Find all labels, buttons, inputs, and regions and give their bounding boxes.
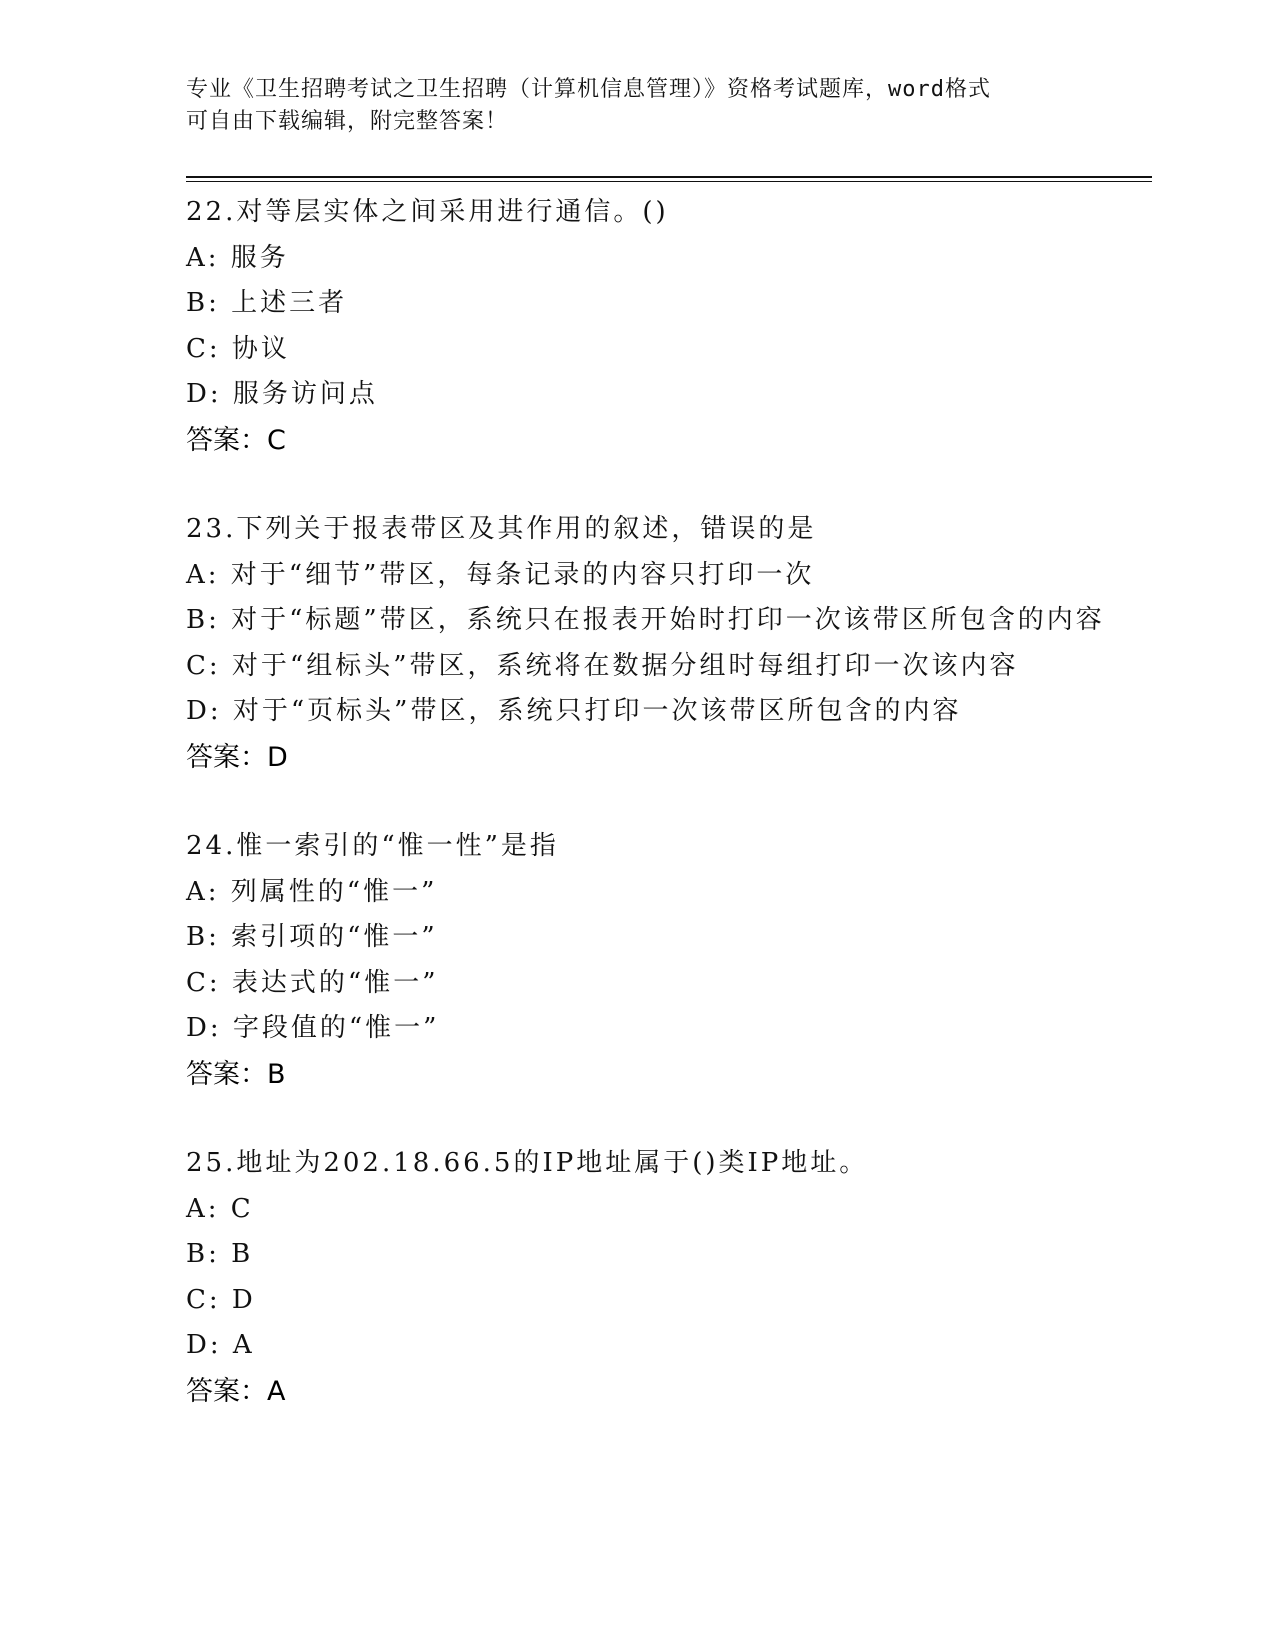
question-23 [186,507,1146,780]
option-c: C: 协议 [186,333,290,364]
header-line-2: 可自由下载编辑，附完整答案！ [186,109,509,134]
option-a: A: 服务 [186,242,289,273]
option-a: A: C [186,1193,254,1224]
answer-line: 答案：A [186,1375,286,1407]
question-24 [186,824,1146,1097]
question-stem: 23.下列关于报表带区及其作用的叙述，错误的是 [186,514,817,544]
option-c: C: 对于“组标头”带区，系统将在数据分组时每组打印一次该内容 [186,650,1019,681]
document-header [186,74,1066,138]
header-divider-thin [186,181,1152,182]
answer-line: 答案：D [186,741,288,773]
option-d: D: A [186,1330,255,1360]
answer-line: 答案：B [186,1058,286,1090]
option-d: D: 对于“页标头”带区，系统只打印一次该带区所包含的内容 [186,696,962,726]
question-stem: 22.对等层实体之间采用进行通信。() [186,197,669,227]
header-line-1: 专业《卫生招聘考试之卫生招聘（计算机信息管理）》资格考试题库，word格式 [186,77,991,102]
option-b: B: 索引项的“惟一” [186,922,438,952]
option-b: B: 对于“标题”带区，系统只在报表开始时打印一次该带区所包含的内容 [186,605,1105,635]
question-22 [186,190,1146,463]
option-d: D: 服务访问点 [186,379,378,409]
option-a: A: 对于“细节”带区，每条记录的内容只打印一次 [186,559,815,590]
header-divider-thick [186,176,1152,178]
option-c: C: D [186,1284,256,1315]
option-c: C: 表达式的“惟一” [186,967,439,998]
question-stem: 24.惟一索引的“惟一性”是指 [186,831,559,861]
question-25 [186,1141,1146,1414]
option-a: A: 列属性的“惟一” [186,876,438,907]
question-stem: 25.地址为202.18.66.5的IP地址属于()类IP地址。 [186,1148,869,1178]
option-b: B: 上述三者 [186,288,348,318]
option-d: D: 字段值的“惟一” [186,1013,440,1043]
option-b: B: B [186,1239,254,1269]
question-list [186,190,1146,1458]
answer-line: 答案：C [186,424,286,456]
